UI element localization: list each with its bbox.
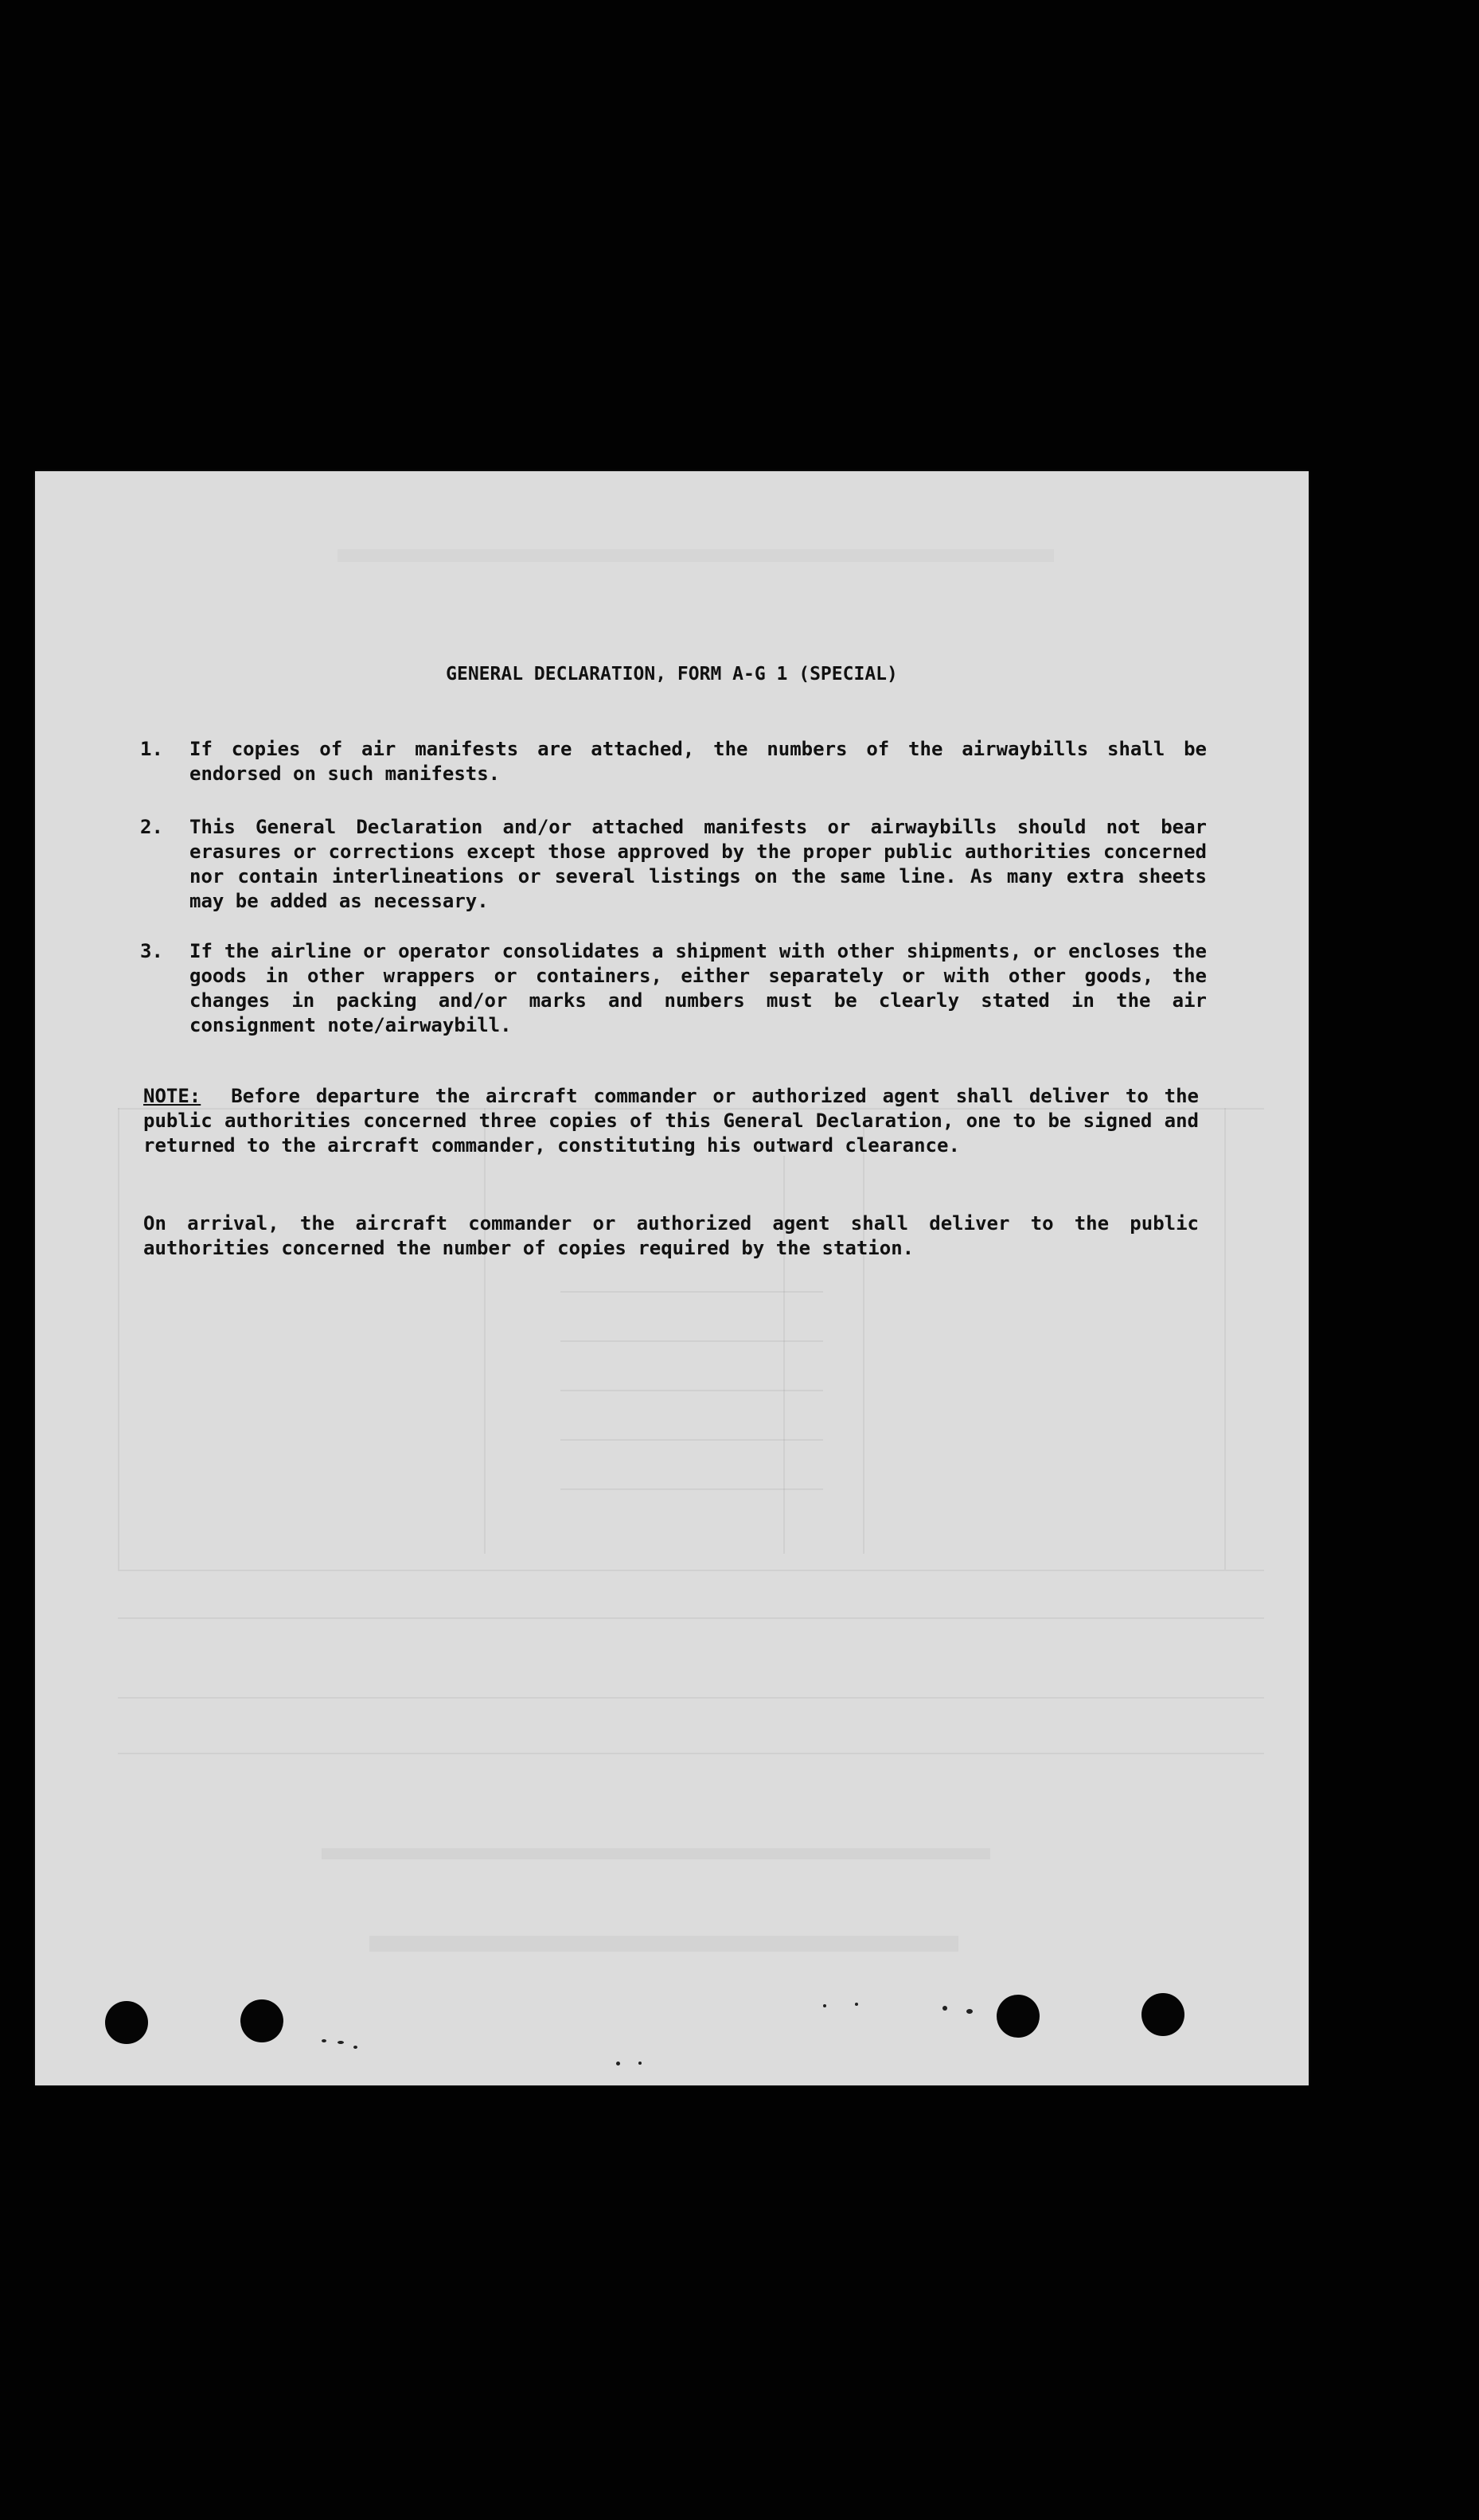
instruction-item-1 — [140, 737, 1207, 786]
punch-hole — [240, 1999, 283, 2042]
declaration-text-block — [35, 471, 1309, 1506]
note-text: Before departure the aircraft commander or authorized agent shall deliver to the public authorities concerned three copies of this General Declaration, one to be signed and returned to the aircraft commander, constituting his outward clearance. — [143, 1085, 1199, 1157]
item-number: 2. — [140, 816, 163, 838]
item-number: 3. — [140, 940, 163, 962]
item-text: If copies of air manifests are attached, the numbers of the airwaybills shall be endorsed on such manifests. — [189, 738, 1207, 785]
note-label: NOTE: — [143, 1085, 201, 1107]
arrival-paragraph: On arrival, the aircraft commander or authorized agent shall deliver to the public authorities concerned the number of copies required by the station. — [143, 1212, 1199, 1259]
item-text: If the airline or operator consolidates a shipment with other shipments, or encloses the goods in other wrappers or containers, either separately or with other goods, the changes in packing and/or marks and numbers must be clearly stated in the air consignment note/airwaybill. — [189, 940, 1207, 1036]
instruction-item-2 — [140, 815, 1207, 914]
note-paragraph — [143, 1084, 1199, 1158]
punch-hole — [997, 1995, 1040, 2038]
item-number: 1. — [140, 738, 163, 760]
item-text: This General Declaration and/or attached manifests or airwaybills should not bear erasures or corrections except those approved by the proper public authorities concerned nor contain interlineations or several listings on the same line. As many extra sheets may be added as necessary. — [189, 816, 1207, 912]
document-page — [35, 471, 1309, 2085]
punch-hole — [1141, 1993, 1184, 2036]
instruction-item-3 — [140, 939, 1207, 1038]
punch-hole — [105, 2001, 148, 2044]
form-title: GENERAL DECLARATION, FORM A-G 1 (SPECIAL) — [446, 664, 898, 685]
